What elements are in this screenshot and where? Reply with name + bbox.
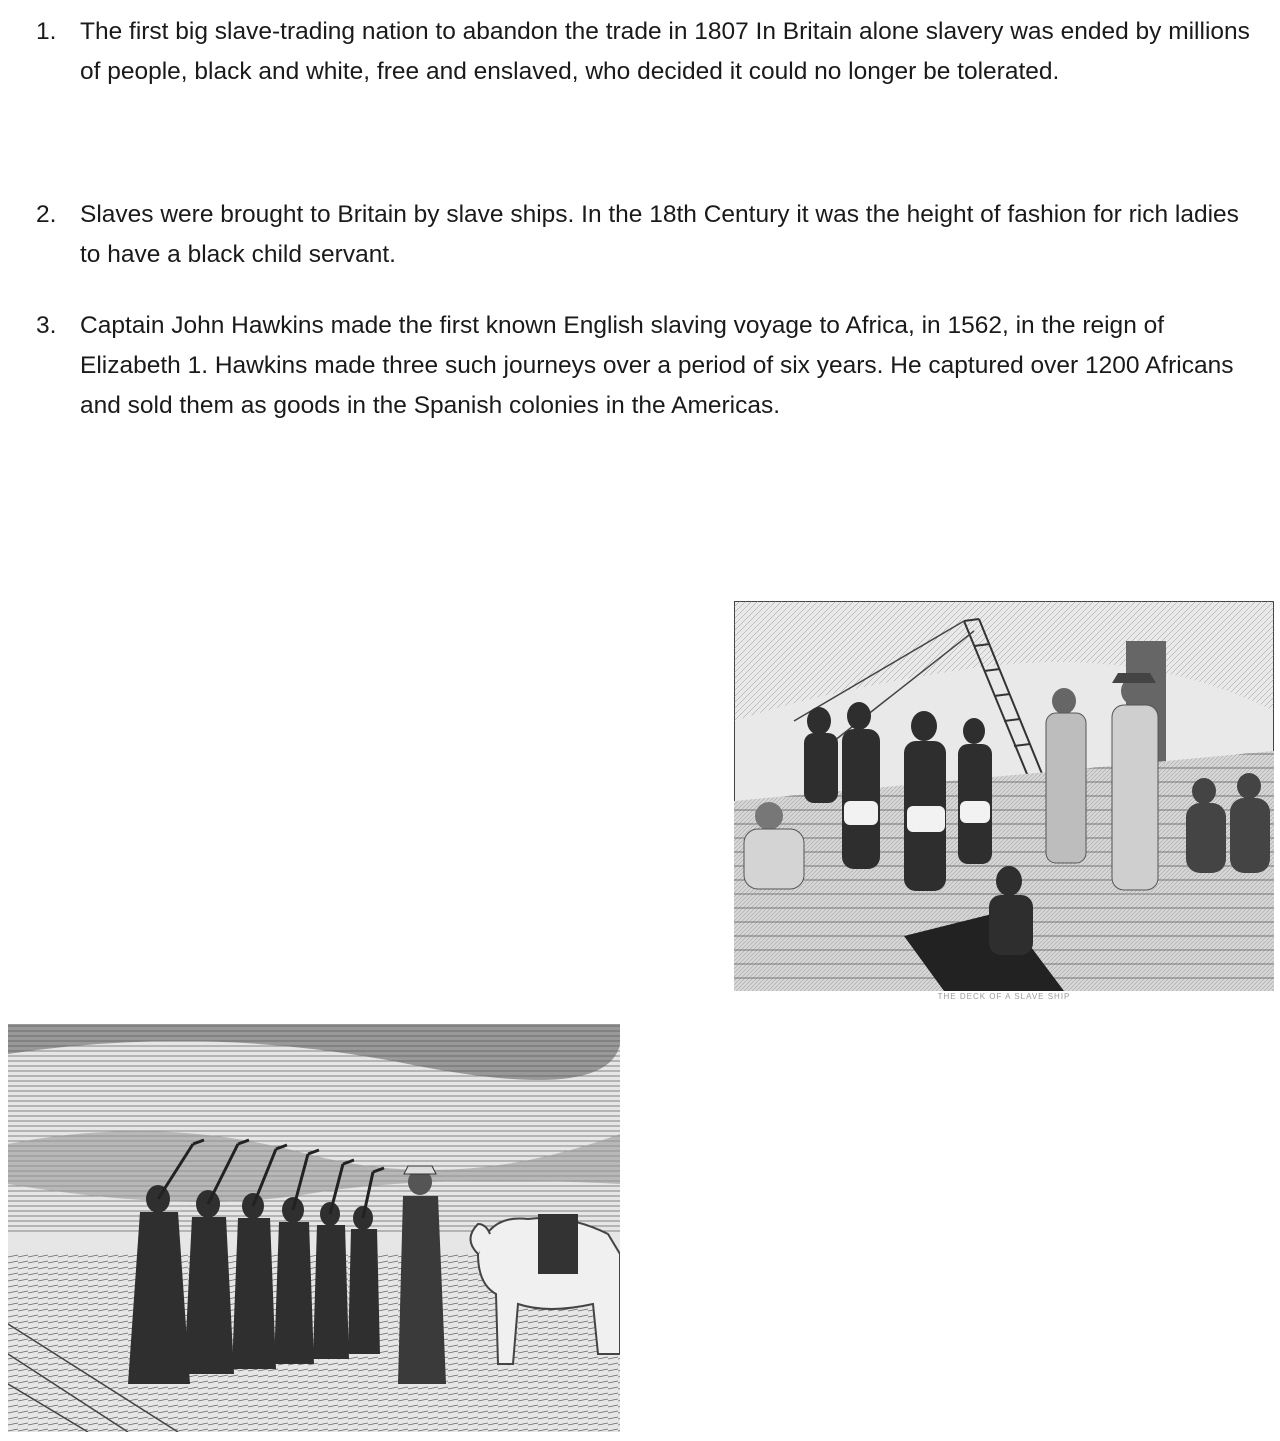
slave-ship-deck-engraving [734, 601, 1274, 991]
list-item-text: Captain John Hawkins made the first known English slaving voyage to Africa, in 1562, in the reign of Elizabeth 1. Hawkins made three such journeys over a period of six years. He captured over 1200 Africans and sold them as goods in the Spanish colonies in the Americas. [80, 312, 1234, 419]
list-item-number: 3. [36, 312, 57, 339]
list-item-number: 1. [36, 18, 57, 45]
list-item-text: Slaves were brought to Britain by slave ships. In the 18th Century it was the height of fashion for rich ladies to have a black child servant. [80, 201, 1239, 268]
list-item-text: The first big slave-trading nation to abandon the trade in 1807 In Britain alone slavery was ended by millions of people, black and white, free and enslaved, who decided it could no longer be tolerated. [80, 18, 1250, 85]
engraving-caption: THE DECK OF A SLAVE SHIP [937, 992, 1071, 1001]
list-item-number: 2. [36, 201, 57, 228]
field-workers-engraving [8, 1024, 620, 1432]
